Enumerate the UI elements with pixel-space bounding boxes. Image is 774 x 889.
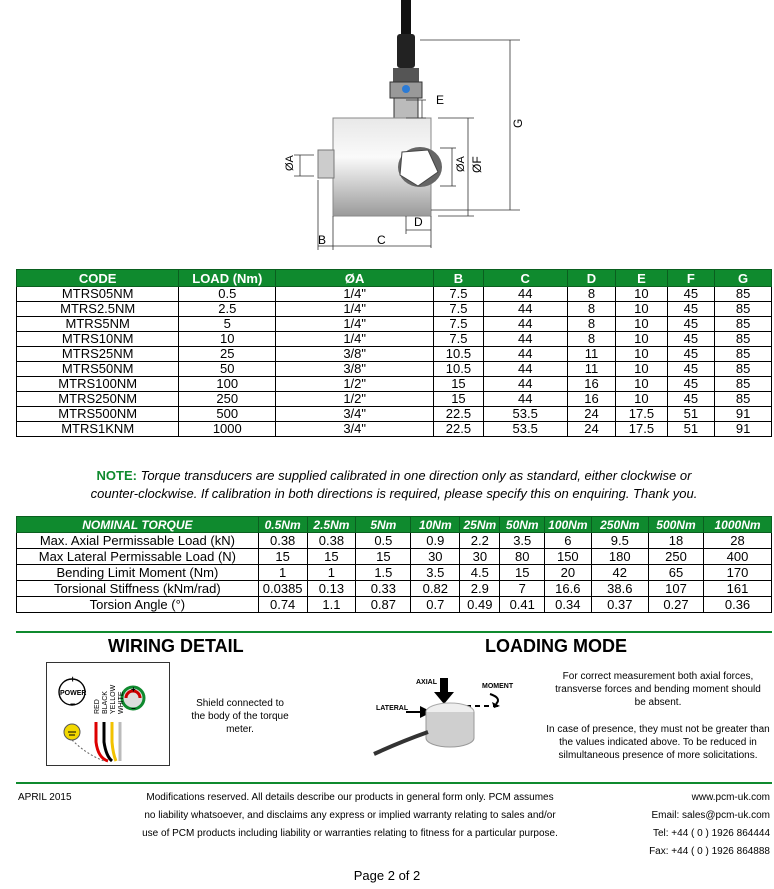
table-cell: 91 [715, 407, 772, 422]
table-row [17, 392, 772, 407]
table-cell: 5 [179, 317, 276, 332]
col-header: 10Nm [411, 517, 460, 533]
table-cell: 161 [704, 581, 772, 597]
table-cell: 400 [704, 549, 772, 565]
label-a-left: ØA [284, 155, 296, 171]
table-cell: 10 [616, 332, 667, 347]
footer-contact [600, 789, 770, 861]
footer-tel: Tel: +44 ( 0 ) 1926 864444 [652, 828, 770, 839]
table-cell: 10.5 [434, 362, 484, 377]
table-cell: 0.49 [460, 597, 500, 613]
table-cell: 1/2" [276, 392, 434, 407]
nominal-torque-table [16, 516, 772, 613]
table-cell: 100 [179, 377, 276, 392]
table-cell: 80 [500, 549, 545, 565]
table-cell: 22.5 [434, 407, 484, 422]
label-a-right: ØA [455, 156, 467, 172]
label-f: ØF [470, 156, 484, 173]
table-cell: 0.38 [258, 533, 307, 549]
table-row [17, 362, 772, 377]
table-cell: 1/2" [276, 377, 434, 392]
table-cell: 6 [545, 533, 592, 549]
note-label: NOTE: [96, 468, 137, 483]
label-g: G [511, 118, 525, 128]
table-row [17, 533, 772, 549]
nominal-header-row [17, 517, 772, 533]
table-cell: 3/8" [276, 362, 434, 377]
lateral-label: LATERAL [376, 705, 409, 712]
table-cell: MTRS2.5NM [17, 302, 179, 317]
table-cell: 44 [483, 377, 567, 392]
table-cell: 15 [500, 565, 545, 581]
loading-text-line: silmultaneous presence of more solicitations. [558, 750, 758, 761]
table-cell: MTRS1KNM [17, 422, 179, 437]
table-cell: 250 [179, 392, 276, 407]
table-cell: 10 [616, 287, 667, 302]
table-cell: 45 [667, 377, 715, 392]
table-cell: 85 [715, 377, 772, 392]
shield-note [182, 697, 298, 736]
table-cell: 11 [567, 347, 616, 362]
table-cell: 38.6 [591, 581, 648, 597]
loading-text-line: For correct measurement both axial forces, [562, 671, 754, 682]
table-cell: 44 [483, 317, 567, 332]
table-cell: 91 [715, 422, 772, 437]
table-cell: MTRS500NM [17, 407, 179, 422]
col-header: G [715, 270, 772, 287]
table-cell: 3/4" [276, 422, 434, 437]
table-cell: 10.5 [434, 347, 484, 362]
table-cell: 180 [591, 549, 648, 565]
shield-note-line: the body of the torque [191, 711, 289, 722]
table-cell: 44 [483, 362, 567, 377]
col-header: 50Nm [500, 517, 545, 533]
moment-label: MOMENT [482, 683, 514, 690]
col-header: 1000Nm [704, 517, 772, 533]
table-cell: 85 [715, 362, 772, 377]
table-cell: 250 [648, 549, 703, 565]
table-cell: 44 [483, 332, 567, 347]
col-header: 500Nm [648, 517, 703, 533]
table-cell: 0.13 [307, 581, 356, 597]
col-header: ØA [276, 270, 434, 287]
table-cell: 150 [545, 549, 592, 565]
table-cell: Max Lateral Permissable Load (N) [17, 549, 259, 565]
table-row [17, 422, 772, 437]
table-cell: 50 [179, 362, 276, 377]
table-row [17, 581, 772, 597]
table-cell: 17.5 [616, 422, 667, 437]
loading-text-1 [540, 670, 774, 709]
table-cell: 24 [567, 422, 616, 437]
table-cell: 65 [648, 565, 703, 581]
table-row [17, 597, 772, 613]
col-header: 100Nm [545, 517, 592, 533]
table-cell: 107 [648, 581, 703, 597]
col-header: B [434, 270, 484, 287]
table-cell: 45 [667, 287, 715, 302]
table-cell: 15 [258, 549, 307, 565]
plus-glyph: + [70, 674, 76, 684]
table-cell: 4.5 [460, 565, 500, 581]
table-cell: 1/4" [276, 302, 434, 317]
table-cell: 0.74 [258, 597, 307, 613]
table-row [17, 332, 772, 347]
table-cell: 15 [434, 377, 484, 392]
table-cell: 10 [616, 317, 667, 332]
table-row [17, 377, 772, 392]
wire-yellow-label: YELLOW [110, 684, 117, 714]
table-cell: 0.37 [591, 597, 648, 613]
table-cell: MTRS50NM [17, 362, 179, 377]
col-header: 2.5Nm [307, 517, 356, 533]
disclaimer-line: Modifications reserved. All details describe our products in general form only. PCM assumes [146, 792, 554, 803]
page-number: Page 2 of 2 [353, 868, 421, 883]
torque-meter-drawing [260, 0, 540, 262]
table-cell: 17.5 [616, 407, 667, 422]
table-cell: 0.7 [411, 597, 460, 613]
table-row [17, 287, 772, 302]
footer-fax: Fax: +44 ( 0 ) 1926 864888 [649, 846, 770, 857]
footer-disclaimer [132, 789, 568, 843]
col-header: 0.5Nm [258, 517, 307, 533]
table-cell: 7 [500, 581, 545, 597]
table-cell: 7.5 [434, 287, 484, 302]
power-label: POWER [60, 690, 87, 697]
table-cell: 10 [616, 347, 667, 362]
table-row [17, 407, 772, 422]
col-header: 5Nm [356, 517, 411, 533]
table-cell: 1 [307, 565, 356, 581]
col-header: LOAD (Nm) [179, 270, 276, 287]
table-cell: 44 [483, 347, 567, 362]
table-cell: 45 [667, 392, 715, 407]
table-cell: 25 [179, 347, 276, 362]
table-cell: 42 [591, 565, 648, 581]
table-cell: 0.5 [356, 533, 411, 549]
table-cell: 45 [667, 317, 715, 332]
label-c: C [377, 233, 386, 247]
footer-date: APRIL 2015 [18, 792, 72, 803]
wiring-diagram [46, 662, 170, 766]
table-cell: 1.1 [307, 597, 356, 613]
col-header: C [483, 270, 567, 287]
table-cell: 51 [667, 422, 715, 437]
table-cell: 0.36 [704, 597, 772, 613]
table-cell: 3/8" [276, 347, 434, 362]
footer-divider [16, 782, 772, 784]
table-cell: 85 [715, 302, 772, 317]
table-cell: 85 [715, 347, 772, 362]
table-cell: 11 [567, 362, 616, 377]
table-cell: 1000 [179, 422, 276, 437]
table-row [17, 549, 772, 565]
table-cell: 15 [356, 549, 411, 565]
table-cell: 2.5 [179, 302, 276, 317]
col-header: CODE [17, 270, 179, 287]
table-cell: 8 [567, 287, 616, 302]
table-cell: 0.82 [411, 581, 460, 597]
table-cell: MTRS25NM [17, 347, 179, 362]
table-cell: 10 [616, 302, 667, 317]
section-divider [16, 631, 772, 633]
footer-email-link[interactable]: Email: sales@pcm-uk.com [651, 810, 770, 821]
table-cell: 1 [258, 565, 307, 581]
table-cell: Torsional Stiffness (kNm/rad) [17, 581, 259, 597]
table-row [17, 565, 772, 581]
col-header: E [616, 270, 667, 287]
loading-text-line: transverse forces and bending moment should [555, 684, 761, 695]
loading-text-line: be absent. [634, 697, 682, 708]
table-cell: 45 [667, 362, 715, 377]
table-cell: 28 [704, 533, 772, 549]
table-cell: 9.5 [591, 533, 648, 549]
col-header: 25Nm [460, 517, 500, 533]
table-cell: 24 [567, 407, 616, 422]
table-cell: 3.5 [500, 533, 545, 549]
table-row [17, 317, 772, 332]
table-cell: 8 [567, 302, 616, 317]
table-cell: 53.5 [483, 407, 567, 422]
table-cell: 1/4" [276, 317, 434, 332]
table-cell: 10 [616, 377, 667, 392]
table-cell: 10 [616, 392, 667, 407]
table-cell: Torsion Angle (°) [17, 597, 259, 613]
disclaimer-line: no liability whatsoever, and disclaims any express or implied warranty relating to sales and/or [144, 810, 556, 821]
shield-note-line: Shield connected to [196, 698, 284, 709]
table-cell: 0.5 [179, 287, 276, 302]
footer-web-link[interactable]: www.pcm-uk.com [691, 792, 770, 803]
table-cell: MTRS10NM [17, 332, 179, 347]
wire-white-label: WHITE [118, 691, 125, 714]
table-cell: 3/4" [276, 407, 434, 422]
table-cell: 22.5 [434, 422, 484, 437]
table-cell: 20 [545, 565, 592, 581]
table-cell: 2.9 [460, 581, 500, 597]
table-cell: 3.5 [411, 565, 460, 581]
label-e: E [436, 93, 445, 107]
disclaimer-line: use of PCM products including liability or warranties relating to fitness for a particular purpose. [142, 828, 558, 839]
table-cell: 16 [567, 377, 616, 392]
table-cell: 0.33 [356, 581, 411, 597]
table-cell: 0.27 [648, 597, 703, 613]
label-d: D [414, 215, 423, 229]
table-cell: 53.5 [483, 422, 567, 437]
table-cell: 0.9 [411, 533, 460, 549]
table-cell: 1/4" [276, 332, 434, 347]
label-b: B [318, 233, 327, 247]
table-cell: 45 [667, 332, 715, 347]
table-cell: Bending Limit Moment (Nm) [17, 565, 259, 581]
minus-glyph: − [70, 699, 76, 709]
table-cell: 8 [567, 332, 616, 347]
minus-glyph: − [131, 704, 136, 713]
table-cell: 1/4" [276, 287, 434, 302]
wire-red-label: RED [94, 699, 101, 714]
table-cell: 2.2 [460, 533, 500, 549]
table-cell: 0.41 [500, 597, 545, 613]
col-header: NOMINAL TORQUE [17, 517, 259, 533]
table-cell: 45 [667, 347, 715, 362]
table-cell: 7.5 [434, 317, 484, 332]
table-cell: 0.38 [307, 533, 356, 549]
table-cell: 45 [667, 302, 715, 317]
wire-black-label: BLACK [102, 691, 109, 714]
table-cell: 44 [483, 392, 567, 407]
table-cell: 7.5 [434, 302, 484, 317]
table-cell: 18 [648, 533, 703, 549]
table-row [17, 347, 772, 362]
table-cell: 7.5 [434, 332, 484, 347]
table-cell: 30 [460, 549, 500, 565]
col-header: 250Nm [591, 517, 648, 533]
table-cell: 500 [179, 407, 276, 422]
table-cell: 44 [483, 302, 567, 317]
table-row [17, 302, 772, 317]
table-cell: 10 [616, 362, 667, 377]
table-cell: 30 [411, 549, 460, 565]
shield-note-line: meter. [226, 724, 254, 735]
table-cell: 8 [567, 317, 616, 332]
table-cell: 0.0385 [258, 581, 307, 597]
dimensions-table [16, 269, 772, 437]
table-cell: 85 [715, 392, 772, 407]
table-cell: MTRS05NM [17, 287, 179, 302]
table-cell: 10 [179, 332, 276, 347]
table-cell: 51 [667, 407, 715, 422]
table-cell: 0.34 [545, 597, 592, 613]
note-line-1: Torque transducers are supplied calibrated in one direction only as standard, either clockwise or [136, 468, 692, 483]
loading-text-line: In case of presence, they must not be greater than [546, 724, 770, 735]
table-cell: 16 [567, 392, 616, 407]
table-cell: 0.87 [356, 597, 411, 613]
table-cell: 1.5 [356, 565, 411, 581]
table-cell: 16.6 [545, 581, 592, 597]
table-cell: 15 [434, 392, 484, 407]
plus-glyph: + [131, 685, 136, 694]
wiring-title: WIRING DETAIL [108, 636, 244, 656]
loading-text-line: the values indicated above. To be reduced in [559, 737, 757, 748]
table-cell: 85 [715, 287, 772, 302]
table-cell: MTRS250NM [17, 392, 179, 407]
table-cell: MTRS5NM [17, 317, 179, 332]
col-header: D [567, 270, 616, 287]
axial-label: AXIAL [416, 679, 437, 686]
table-cell: 170 [704, 565, 772, 581]
note [16, 467, 772, 503]
loading-diagram [370, 672, 530, 762]
table-cell: 15 [307, 549, 356, 565]
loading-title: LOADING MODE [485, 636, 627, 656]
table-cell: MTRS100NM [17, 377, 179, 392]
note-line-2: counter-clockwise. If calibration in both directions is required, please specify this on enquiring. Thank you. [90, 486, 698, 501]
table-cell: 44 [483, 287, 567, 302]
dimensions-header-row [17, 270, 772, 287]
loading-text-2 [540, 723, 774, 762]
table-cell: Max. Axial Permissable Load (kN) [17, 533, 259, 549]
table-cell: 85 [715, 317, 772, 332]
col-header: F [667, 270, 715, 287]
table-cell: 85 [715, 332, 772, 347]
